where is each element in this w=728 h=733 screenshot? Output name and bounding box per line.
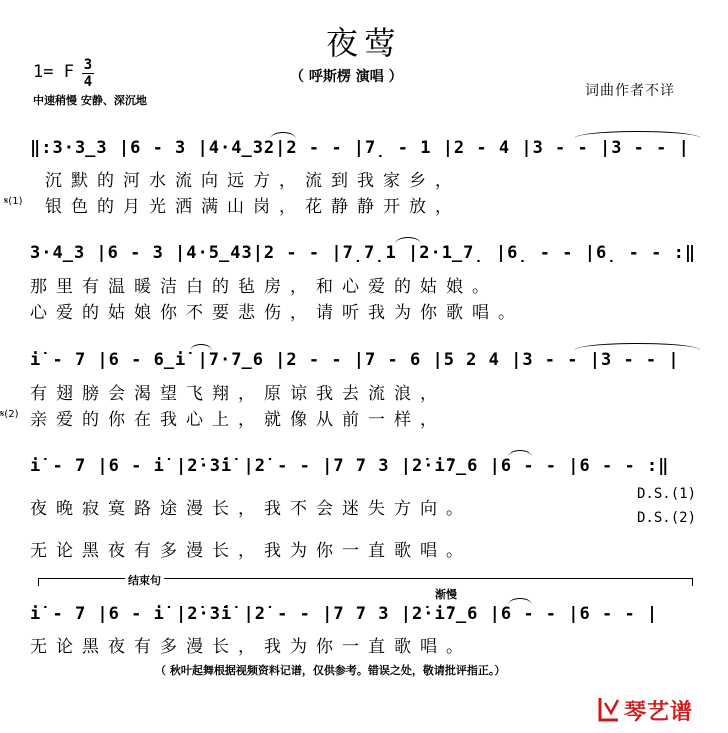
ending-label: 结束句 bbox=[125, 572, 164, 588]
time-signature bbox=[82, 58, 94, 89]
score-line-3 bbox=[30, 350, 720, 374]
notation-line-3: i̇ - 7 |6 - 6̲i̇ |7·7̲6 |2 - - |7 - 6 |5 2 4 |3 - - |3 - - | bbox=[30, 350, 680, 370]
tie-arc bbox=[270, 132, 296, 139]
lyric-line-3b: 亲爱的你在我心上，就像从前一样， bbox=[30, 410, 446, 430]
ritardando-label: 渐慢 bbox=[435, 588, 457, 601]
score-line-4 bbox=[30, 456, 720, 480]
site-logo[interactable] bbox=[596, 694, 716, 724]
ending-bracket-left bbox=[38, 578, 39, 586]
tie-arc bbox=[508, 450, 532, 457]
segno-mark-1: 𝄋(1) bbox=[4, 196, 23, 207]
notation-line-1: ‖:3·3̲3 |6 - 3 |4·4̲32|2 - - |7̣ - 1 |2 - 4 |3 - - |3 - - | bbox=[30, 138, 690, 158]
lyric-line-3a: 有翅膀会渴望飞翔，原谅我去流浪， bbox=[30, 384, 446, 404]
lyric-line-5: 无论黑夜有多漫长，我为你一直歌唱。 bbox=[30, 637, 472, 657]
lyric-line-4b: 无论黑夜有多漫长，我为你一直歌唱。 bbox=[30, 541, 472, 561]
notation-line-5: i̇ - 7 |6 - i̇ |2̇·3̇i̇ |2̇ - - |7 7 3 |2̇·i̇7̲6 |6 - - |6 - - | bbox=[30, 604, 659, 624]
key-signature: 1= F bbox=[33, 62, 74, 82]
segno-mark-2: 𝄋(2) bbox=[0, 409, 19, 420]
notation-line-4: i̇ - 7 |6 - i̇ |2̇·3̇i̇ |2̇ - - |7 7 3 |2̇·i̇7̲6 |6 - - |6 - - :‖ bbox=[30, 456, 670, 476]
time-bottom: 4 bbox=[83, 74, 93, 90]
song-title: 夜莺 bbox=[325, 24, 402, 62]
transcription-note: （ 秋叶起舞根据视频资料记谱，仅供参考。错误之处，敬请批评指正。） bbox=[155, 664, 506, 677]
notation-line-2: 3·4̲3 |6 - 3 |4·5̲43|2 - - |7̣7̣1 |2·1̲7̣ |6̣ - - |6̣ - - :‖ bbox=[30, 243, 697, 263]
score-line-2 bbox=[30, 243, 720, 267]
composer-credit: 词曲作者不详 bbox=[585, 83, 675, 99]
logo-text: 琴艺谱 bbox=[624, 700, 694, 725]
lyric-line-1a: 沉默的河水流向远方，流到我家乡， bbox=[45, 171, 461, 191]
dal-segno-1: D.S.(1) bbox=[637, 486, 697, 502]
singer-credit: （ 呼斯楞 演唱 ） bbox=[290, 69, 403, 85]
ending-bracket-right bbox=[692, 578, 693, 586]
tie-arc bbox=[575, 343, 700, 350]
lyric-line-4a: 夜晚寂寞路途漫长，我不会迷失方向。 bbox=[30, 499, 472, 519]
tie-arc bbox=[190, 344, 212, 351]
time-top: 3 bbox=[83, 57, 93, 73]
score-line-1 bbox=[30, 138, 720, 162]
tie-arc bbox=[508, 598, 532, 605]
score-line-5 bbox=[30, 604, 720, 628]
tie-arc bbox=[395, 237, 421, 244]
lyric-line-2a: 那里有温暖洁白的毡房，和心爱的姑娘。 bbox=[30, 277, 498, 297]
logo-mark-icon bbox=[596, 695, 622, 723]
tie-arc bbox=[575, 131, 700, 138]
tempo-marking: 中速稍慢 安静、深沉地 bbox=[33, 94, 147, 107]
lyric-line-1b: 银色的月光洒满山岗，花静静开放， bbox=[45, 197, 461, 217]
dal-segno-2: D.S.(2) bbox=[637, 510, 697, 526]
lyric-line-2b: 心爱的姑娘你不要悲伤，请听我为你歌唱。 bbox=[30, 303, 524, 323]
